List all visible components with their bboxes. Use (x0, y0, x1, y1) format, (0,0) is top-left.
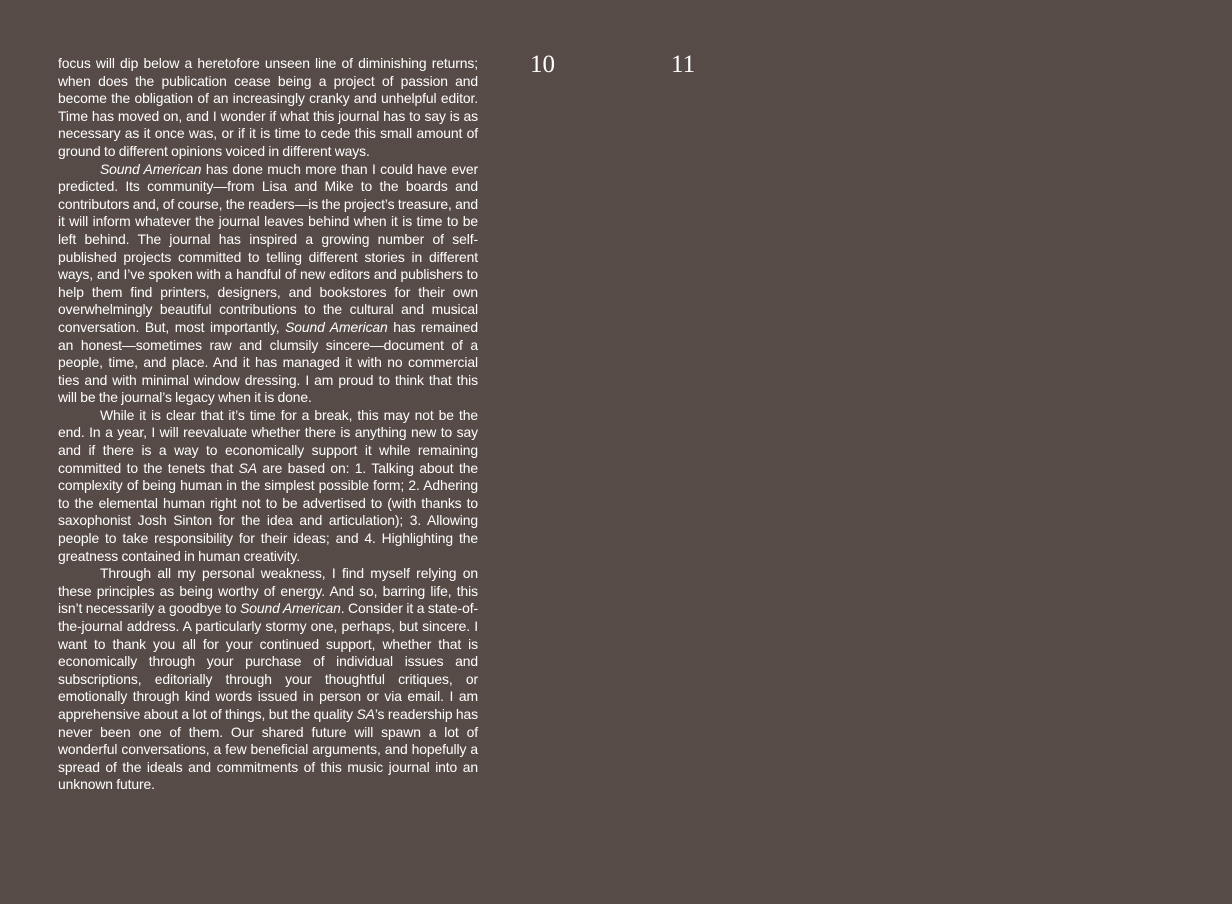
article-text-column (58, 55, 478, 794)
paragraph-1: focus will dip below a heretofore unseen line of diminishing returns; when does the publication cease being a project of passion and become the obligation of an increasingly cranky and unhelpful editor. Time has moved on, and I wonder if what this journal has to say is as necessary as it once was, or if it is time to cede this small amount of ground to different opinions voiced in different ways. (58, 55, 478, 159)
paragraph-4-text-b: . Consider it a state-of-the-journal address. A particularly stormy one, perhaps, but sincere. I want to thank you all for your continued support, whether that is economically through your purchase of individual issues and subscriptions, editorially through your thoughtful critiques, or emotionally through kind words issued in person or via email. I am apprehensive about a lot of things, but the quality (58, 600, 478, 722)
paragraph-4-text-c: ’s readership has never been one of them. Our shared future will spawn a lot of wonderful conversations, a few beneficial arguments, and hopefully a spread of the ideals and commitments of this music journal into an unknown future. (58, 705, 478, 793)
publication-abbreviation: SA (356, 705, 375, 722)
paragraph-2-text-b: has remained an honest—sometimes raw and clumsily sincere—document of a people, time, and place. And it has managed it with no commercial ties and with minimal window dressing. I am proud to think that this will be the journal’s legacy when it is done. (58, 318, 478, 406)
paragraph-2 (58, 161, 478, 407)
page-number-right: 11 (671, 51, 696, 78)
paragraph-4 (58, 565, 478, 794)
paragraph-3-text-a: While it is clear that it’s time for a break, this may not be the end. In a year, I will reevaluate whether there is anything new to say and if there is a way to economically support it while remaining committed to the tenets that (58, 406, 478, 476)
publication-title: Sound American (100, 160, 202, 177)
paragraph-3-text-b: are based on: 1. Talking about the complexity of being human in the simplest possible form; 2. Adhering to the elemental human right not to be advertised to (with thanks to saxophonist Josh Sinton for the idea and articulation); 3. Allowing people to take responsibility for their ideas; and 4. Highlighting the greatness contained in human creativity. (58, 459, 478, 564)
publication-title: Sound American (240, 600, 341, 617)
publication-title: Sound American (285, 318, 388, 335)
paragraph-2-text-a: has done much more than I could have ever predicted. Its community—from Lisa and Mike to the boards and contributors and, of course, the readers—is the project’s treasure, and it will inform whatever the journal leaves behind when it is time to be left behind. The journal has inspired a growing number of self-published projects committed to telling different stories in different ways, and I’ve spoken with a handful of new editors and publishers to help them find printers, designers, and bookstores for their own overwhelmingly beautiful contributions to the cultural and musical conversation. But, most importantly, (58, 160, 478, 335)
page-number-left: 10 (530, 51, 555, 78)
paragraph-4-text-a: Through all my personal weakness, I find myself relying on these principles as being worthy of energy. And so, barring life, this isn’t necessarily a goodbye to (58, 565, 478, 617)
publication-abbreviation: SA (238, 459, 257, 476)
paragraph-3 (58, 407, 478, 565)
